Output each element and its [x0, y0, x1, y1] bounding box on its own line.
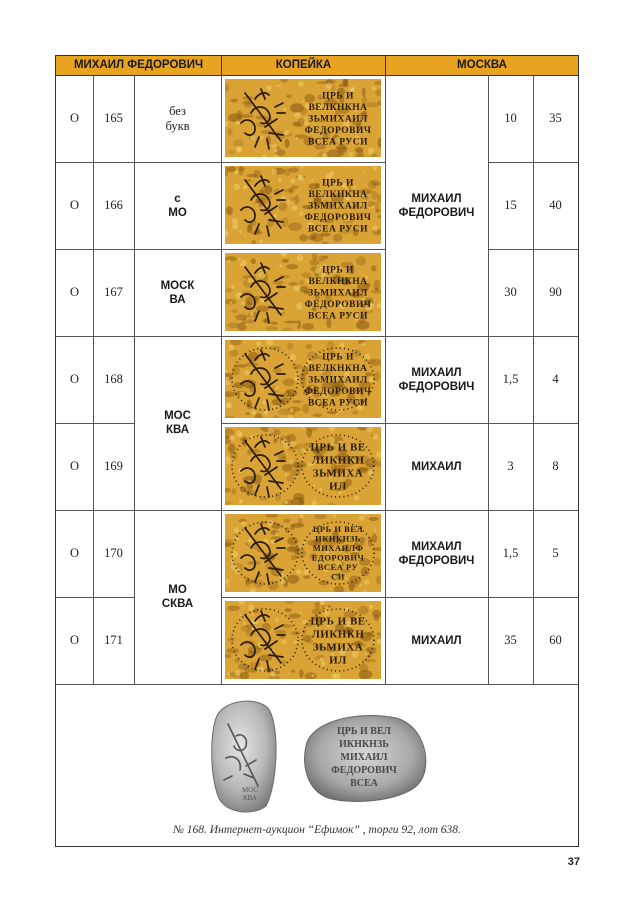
- coin-legend-line: ЗЬМИХА: [312, 641, 364, 654]
- coin-drawing: [225, 427, 381, 505]
- ruler-name: [385, 510, 488, 597]
- cell-line: СКВА: [161, 598, 194, 610]
- row-value-2: 40: [549, 198, 562, 212]
- row-letter: О: [69, 285, 80, 299]
- row-value-2: 8: [552, 459, 559, 473]
- coin-legend-line: ЗЬМИХАИЛ: [308, 288, 368, 299]
- reverse-legend-line: ФЕДОРОВИЧ: [331, 765, 397, 776]
- coin-legend-line: МИХАИЛФ: [312, 543, 364, 554]
- cell-line: МИХАИЛ: [411, 192, 462, 205]
- row-number: 170: [104, 546, 123, 560]
- cell-line: ФЕДОРОВИЧ: [398, 206, 475, 219]
- coin-legend-line: ВЕЛКНКНА: [308, 363, 368, 374]
- legend-letters: [134, 162, 221, 249]
- ruler-name: [385, 75, 488, 336]
- coin-legend-line: ИЛ: [329, 480, 347, 493]
- coin-legend-line: ВЕЛКНКНА: [308, 189, 368, 200]
- cell-line: букв: [165, 118, 190, 133]
- row-value-1: 3: [507, 459, 514, 473]
- cell-line: без: [169, 103, 186, 118]
- coin-legend-line: ИЛ: [329, 654, 347, 667]
- coin-legend-line: ФЕДОРОВИЧ: [304, 386, 372, 397]
- row-letter: О: [69, 372, 80, 386]
- coin-reverse: [305, 716, 426, 802]
- row-value-1: 1,5: [502, 372, 519, 386]
- coin-legend-line: ЛИКНКН: [311, 628, 365, 641]
- legend-letters: [134, 249, 221, 336]
- reverse-legend-line: ЦРЬ И ВЕЛ: [337, 726, 391, 737]
- coin-legend-line: ИКНКНЗЬ: [315, 533, 361, 544]
- cell-line: МИХАИЛ: [411, 460, 462, 473]
- ruler-name: [385, 423, 488, 510]
- obverse-mint-line: МОС: [241, 786, 259, 794]
- cell-line: ФЕДОРОВИЧ: [398, 380, 475, 393]
- coin-legend-line: ВСЕА РУСИ: [307, 311, 369, 322]
- row-value-2: 35: [549, 111, 562, 125]
- coin-legend-line: ЗЬМИХАИЛ: [308, 114, 368, 125]
- reverse-legend-line: ИКНКНЗЬ: [339, 739, 389, 750]
- coin-drawing: [225, 79, 381, 157]
- coin-legend-line: ФЕДОРОВИЧ: [304, 299, 372, 310]
- row-value-1: 1,5: [502, 546, 519, 560]
- cell-line: МИХАИЛ: [411, 366, 462, 379]
- coin-legend-line: ЗЬМИХАИЛ: [308, 375, 368, 386]
- ruler-name: [385, 336, 488, 423]
- row-number: 165: [104, 111, 123, 125]
- coin-photo: [206, 696, 436, 821]
- row-letter: О: [69, 459, 80, 473]
- coin-legend-line: ЛИКНКН: [311, 454, 365, 467]
- coin-legend-line: ЦРЬ И: [322, 178, 354, 189]
- row-value-1: 15: [504, 198, 517, 212]
- coin-legend-line: ЗЬМИХА: [312, 467, 364, 480]
- coin-legend-line: ЦРЬ И: [322, 265, 354, 276]
- coin-drawing: [225, 340, 381, 418]
- legend-letters: [134, 75, 221, 162]
- coin-legend-line: ВСЕА РУСИ: [307, 398, 369, 409]
- cell-line: МО: [168, 584, 187, 596]
- row-letter: О: [69, 198, 80, 212]
- cell-line: МО: [168, 206, 187, 219]
- coin-obverse: [212, 701, 276, 812]
- header-mint: МОСКВА: [457, 59, 507, 71]
- header-ruler: МИХАИЛ ФЕДОРОВИЧ: [73, 59, 204, 71]
- coin-legend-line: СИ: [331, 571, 345, 582]
- ruler-name: [385, 597, 488, 684]
- catalog-table: [55, 55, 579, 847]
- coin-drawing: [225, 166, 381, 244]
- coin-legend-line: ВСЕА РУ: [317, 562, 359, 573]
- coin-legend-line: ЦРЬ И ВЕ: [310, 441, 366, 454]
- cell-line: МИХАИЛ: [411, 540, 462, 553]
- cell-line: ВА: [169, 293, 186, 306]
- legend-letters: [134, 336, 221, 510]
- header-denomination: КОПЕЙКА: [275, 59, 332, 71]
- row-number: 169: [104, 459, 123, 473]
- row-value-1: 30: [504, 285, 517, 299]
- obverse-mint-line: КВА: [243, 794, 257, 802]
- cell-line: МОС: [164, 410, 191, 422]
- row-value-1: 10: [504, 111, 517, 125]
- coin-legend-line: ВЕЛКНКНА: [308, 276, 368, 287]
- figure-caption: № 168. Интернет-аукцион “Ефимок” , торги 92, лот 638.: [173, 824, 461, 836]
- row-number: 166: [104, 198, 123, 212]
- coin-drawing: [225, 514, 381, 592]
- coin-legend-line: ЕДОРОВИЧ: [311, 552, 365, 563]
- cell-line: ФЕДОРОВИЧ: [398, 554, 475, 567]
- table-header: [56, 56, 578, 76]
- coin-legend-line: ЦРЬ И: [322, 91, 354, 102]
- coin-legend-line: ВСЕА РУСИ: [307, 224, 369, 235]
- legend-letters: [134, 510, 221, 684]
- row-letter: О: [69, 633, 80, 647]
- coin-legend-line: ФЕДОРОВИЧ: [304, 125, 372, 136]
- coin-legend-line: ВЕЛКНКНА: [308, 102, 368, 113]
- cell-line: с: [174, 192, 181, 205]
- coin-legend-line: ФЕДОРОВИЧ: [304, 212, 372, 223]
- reverse-legend-line: ВСЕА: [350, 778, 378, 789]
- coin-legend-line: ЗЬМИХАИЛ: [308, 201, 368, 212]
- cell-line: МОСК: [160, 279, 195, 292]
- row-letter: О: [69, 546, 80, 560]
- row-value-2: 60: [549, 633, 562, 647]
- row-number: 167: [104, 285, 123, 299]
- cell-line: МИХАИЛ: [411, 634, 462, 647]
- reverse-legend-line: МИХАИЛ: [340, 752, 388, 763]
- coin-drawing: [225, 253, 381, 331]
- page-number: 37: [567, 856, 580, 868]
- coin-legend-line: ЦРЬ И ВЕЛ: [312, 524, 364, 535]
- coin-drawing: [225, 601, 381, 679]
- coin-legend-line: ЦРЬ И ВЕ: [310, 615, 366, 628]
- row-letter: О: [69, 111, 80, 125]
- coin-legend-line: ВСЕА РУСИ: [307, 137, 369, 148]
- row-value-2: 5: [552, 546, 559, 560]
- cell-line: КВА: [165, 424, 190, 436]
- row-number: 168: [104, 372, 123, 386]
- row-value-1: 35: [504, 633, 517, 647]
- coin-legend-line: ЦРЬ И: [322, 352, 354, 363]
- row-value-2: 4: [552, 372, 559, 386]
- row-value-2: 90: [549, 285, 562, 299]
- row-number: 171: [104, 633, 123, 647]
